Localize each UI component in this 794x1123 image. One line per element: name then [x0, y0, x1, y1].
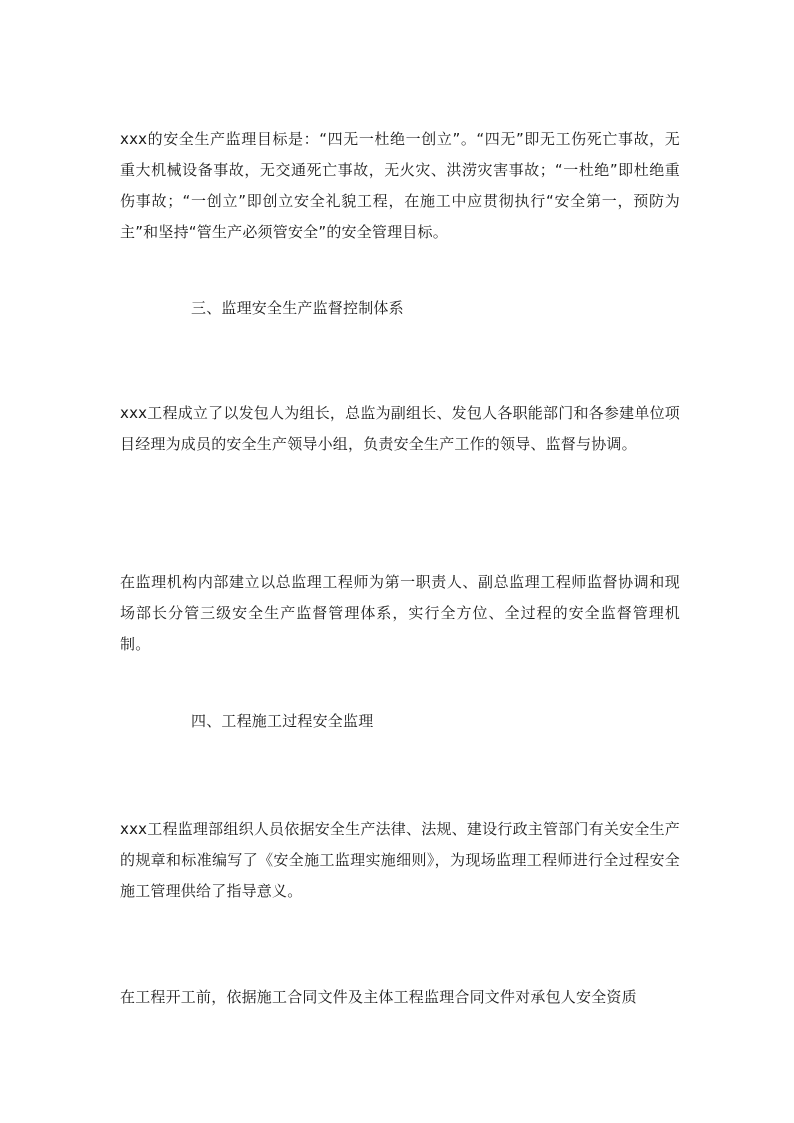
section-heading-3: 三、监理安全生产监督控制体系	[191, 299, 404, 317]
paragraph-safety-goals: xxx的安全生产监理目标是：“四无一杜绝一创立”。“四无”即无工伤死亡事故，无重大机械设备事故，无交通死亡事故，无火灾、洪涝灾害事故；“一杜绝”即杜绝重伤事故；“一创立”即创立安全礼貌工程，在施工中应贯彻执行“安全第一，预防为主”和坚持“管生产必须管安全”的安全管理目标。	[120, 130, 680, 241]
section-heading-4: 四、工程施工过程安全监理	[191, 712, 374, 730]
paragraph-leadership-group: xxx工程成立了以发包人为组长，总监为副组长、发包人各职能部门和各参建单位项目经理为成员的安全生产领导小组，负责安全生产工作的领导、监督与协调。	[120, 404, 680, 453]
paragraph-pre-construction: 在工程开工前，依据施工合同文件及主体工程监理合同文件对承包人安全资质	[120, 988, 637, 1006]
paragraph-internal-system: 在监理机构内部建立以总监理工程师为第一职责人、副总监理工程师监督协调和现场部长分管三级安全生产监督管理体系，实行全方位、全过程的安全监督管理机制。	[120, 573, 680, 653]
paragraph-implementation-rules: xxx工程监理部组织人员依据安全生产法律、法规、建设行政主管部门有关安全生产的规章和标准编写了《安全施工监理实施细则》，为现场监理工程师进行全过程安全施工管理供给了指导意义。	[120, 820, 680, 900]
